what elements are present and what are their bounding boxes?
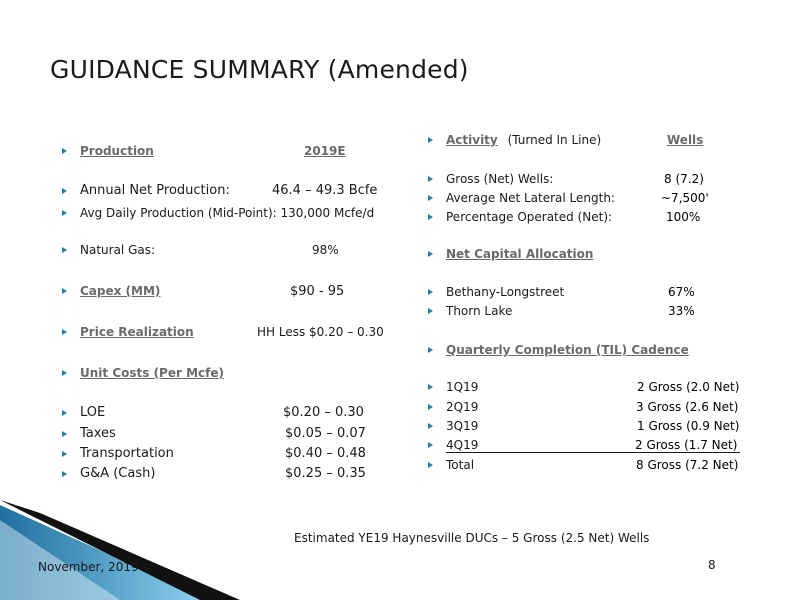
cost-row xyxy=(62,466,155,481)
cost-label: Transportation xyxy=(80,446,174,461)
activity-label: Percentage Operated (Net): xyxy=(446,210,613,224)
natural-gas-label: Natural Gas: xyxy=(80,243,156,257)
activity-header-row xyxy=(428,133,601,147)
cost-label: LOE xyxy=(80,405,106,420)
annual-production-value: 46.4 – 49.3 Bcfe xyxy=(272,183,378,198)
annual-production-row xyxy=(62,183,230,198)
cadence-row xyxy=(428,458,474,472)
production-header: Production xyxy=(80,144,154,158)
cadence-value: 8 Gross (7.2 Net) xyxy=(636,458,739,472)
natural-gas-value: 98% xyxy=(312,243,339,257)
avg-daily-row xyxy=(62,206,374,220)
cadence-value: 3 Gross (2.6 Net) xyxy=(636,400,739,414)
cadence-value: 2 Gross (2.0 Net) xyxy=(637,380,740,394)
cadence-label: 1Q19 xyxy=(446,380,479,394)
activity-subheader: (Turned In Line) xyxy=(507,133,602,147)
cadence-label: Total xyxy=(446,458,475,472)
price-realization-row xyxy=(62,325,194,339)
price-realization-value: HH Less $0.20 – 0.30 xyxy=(257,325,384,339)
cadence-row xyxy=(428,380,478,394)
activity-value: ~7,500' xyxy=(661,191,709,205)
cadence-label: 3Q19 xyxy=(446,419,479,433)
cost-value: $0.05 – 0.07 xyxy=(285,426,366,441)
cadence-value: 1 Gross (0.9 Net) xyxy=(637,419,740,433)
cadence-label: 2Q19 xyxy=(446,400,479,414)
activity-value: 100% xyxy=(666,210,701,224)
unit-costs-header: Unit Costs (Per Mcfe) xyxy=(80,366,224,380)
capital-row xyxy=(428,285,564,299)
activity-header: Activity xyxy=(446,133,498,147)
cadence-row xyxy=(428,419,478,433)
cost-value: $0.40 – 0.48 xyxy=(285,446,366,461)
cost-row xyxy=(62,446,174,461)
cadence-header: Quarterly Completion (TIL) Cadence xyxy=(446,343,689,357)
capital-value: 67% xyxy=(668,285,695,299)
cadence-row xyxy=(428,400,478,414)
capital-label: Thorn Lake xyxy=(446,304,513,318)
unit-costs-row xyxy=(62,366,224,380)
activity-label: Gross (Net) Wells: xyxy=(446,172,554,186)
activity-label: Average Net Lateral Length: xyxy=(446,191,615,205)
capital-header-row xyxy=(428,247,593,261)
capital-row xyxy=(428,304,512,318)
production-header-row xyxy=(62,144,154,158)
capex-row xyxy=(62,284,160,298)
capital-value: 33% xyxy=(668,304,695,318)
cost-row xyxy=(62,405,105,420)
duc-footnote: Estimated YE19 Haynesville DUCs – 5 Gross (2.5 Net) Wells xyxy=(294,531,650,545)
cadence-value: 2 Gross (1.7 Net) xyxy=(635,438,738,452)
production-year: 2019E xyxy=(304,144,346,158)
activity-value: 8 (7.2) xyxy=(664,172,704,186)
footer-date: November, 2019 xyxy=(38,560,139,574)
cost-row xyxy=(62,426,116,441)
cost-value: $0.25 – 0.35 xyxy=(285,466,366,481)
activity-row xyxy=(428,172,553,186)
cost-label: Taxes xyxy=(80,426,116,441)
capital-label: Bethany-Longstreet xyxy=(446,285,565,299)
page-title: GUIDANCE SUMMARY (Amended) xyxy=(50,55,469,84)
capex-value: $90 - 95 xyxy=(290,284,345,299)
annual-production-label: Annual Net Production: xyxy=(80,183,230,198)
avg-daily-text: Avg Daily Production (Mid-Point): 130,000 Mcfe/d xyxy=(80,206,375,220)
cadence-row xyxy=(428,438,478,452)
cadence-header-row xyxy=(428,343,689,357)
activity-row xyxy=(428,210,612,224)
natural-gas-row xyxy=(62,243,155,257)
page-number: 8 xyxy=(708,558,716,572)
cost-value: $0.20 – 0.30 xyxy=(283,405,364,420)
capex-header: Capex (MM) xyxy=(80,284,161,298)
wells-header: Wells xyxy=(667,133,704,147)
cadence-total-divider xyxy=(446,452,740,453)
price-realization-header: Price Realization xyxy=(80,325,194,339)
activity-row xyxy=(428,191,615,205)
cadence-label: 4Q19 xyxy=(446,438,479,452)
capital-header: Net Capital Allocation xyxy=(446,247,594,261)
cost-label: G&A (Cash) xyxy=(80,466,156,481)
